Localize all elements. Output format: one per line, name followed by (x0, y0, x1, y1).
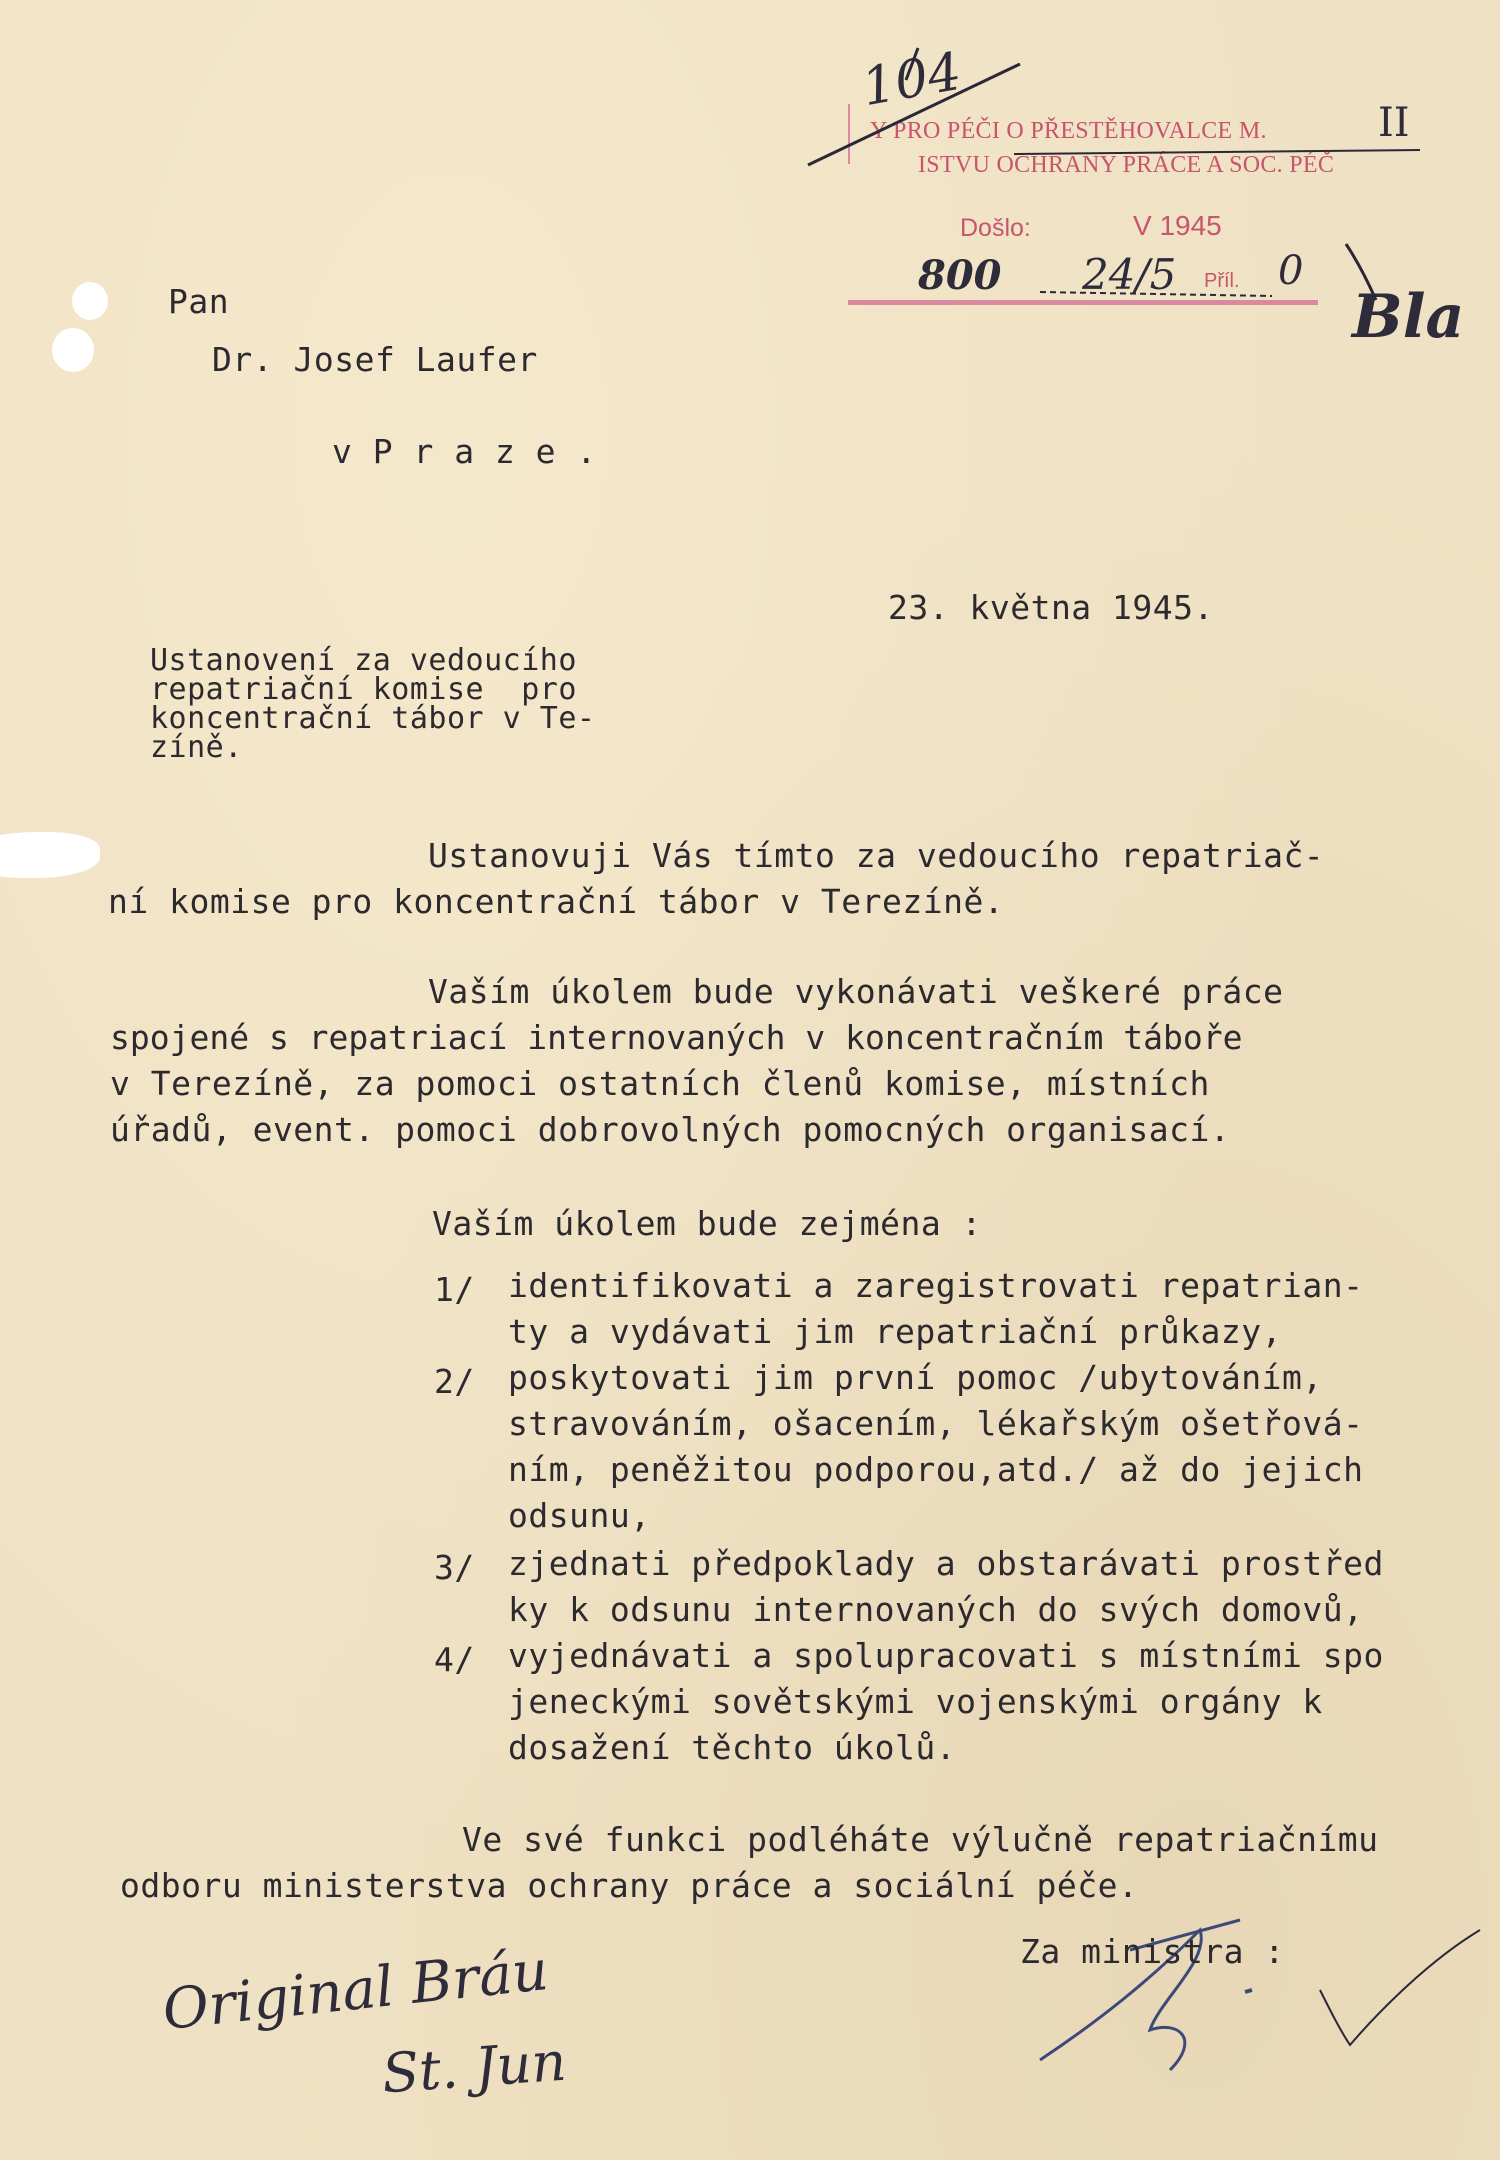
item-4-line-1: vyjednávati a spolupracovati s místními spo (508, 1636, 1384, 1675)
item-2-line-4: odsunu, (508, 1496, 651, 1535)
para2-line-1: Vaším úkolem bude vykonávati veškeré práce (428, 972, 1284, 1011)
salutation: Pan (168, 282, 230, 321)
para3-intro: Vaším úkolem bude zejména : (432, 1204, 982, 1243)
item-4-line-2: jeneckými sovětskými vojenskými orgány k (508, 1682, 1323, 1721)
item-2-line-1: poskytovati jim první pomoc /ubytováním, (508, 1358, 1323, 1397)
item-1-line-1: identifikovati a zaregistrovati repatrian- (508, 1266, 1364, 1305)
handwritten-note-signature: St. Jun (380, 2029, 569, 2106)
handwritten-initials: Bla (1352, 282, 1465, 352)
addressee-name: Dr. Josef Laufer (212, 340, 538, 379)
signature-label: Za ministra : (1020, 1932, 1285, 1971)
subject-line-4: zíně. (150, 730, 243, 765)
handwritten-roman-numeral: II (1378, 100, 1410, 146)
handwritten-registration-number: 800 (918, 252, 1002, 299)
handwritten-file-number: 104 (857, 41, 966, 119)
para1-line-1: Ustanovuji Vás tímto za vedoucího repatriač- (428, 836, 1325, 875)
para2-line-4: úřadů, event. pomoci dobrovolných pomocných organisací. (110, 1110, 1231, 1149)
addressee-city: v P r a z e . (332, 432, 597, 471)
item-4-line-3: dosažení těchto úkolů. (508, 1728, 957, 1767)
item-3-line-2: ky k odsunu internovaných do svých domovů, (508, 1590, 1364, 1629)
para1-line-2: ní komise pro koncentrační tábor v Terezíně. (108, 882, 1005, 921)
closing-line-2: odboru ministerstva ochrany práce a sociální péče. (120, 1866, 1139, 1905)
stamp-office-line-2: ISTVU OCHRANY PRÁCE A SOC. PÉČ (918, 152, 1335, 178)
item-1-number: 1/ (434, 1270, 475, 1309)
subject-line-1: Ustanovení za vedoucího (150, 643, 577, 678)
item-3-line-1: zjednati předpoklady a obstarávati prostřed (508, 1544, 1384, 1583)
item-2-number: 2/ (434, 1362, 475, 1401)
handwritten-registration-date: 24/5 (1082, 250, 1177, 299)
item-4-number: 4/ (434, 1640, 475, 1679)
closing-line-1: Ve své funkci podléháte výlučně repatriačnímu (462, 1820, 1379, 1859)
subject-line-2: repatriační komise pro (150, 672, 577, 707)
stamp-office-line-1: Y PRO PÉČI O PŘESTĚHOVALCE M. (870, 118, 1267, 144)
handwritten-note-original: Original Bráu (159, 1937, 552, 2044)
subject-line-3: koncentrační tábor v Te- (150, 701, 596, 736)
para2-line-2: spojené s repatriací internovaných v koncentračním táboře (110, 1018, 1243, 1057)
item-1-line-2: ty a vydávati jim repatriační průkazy, (508, 1312, 1282, 1351)
handwritten-attachment-count: 0 (1278, 248, 1304, 294)
letter-date: 23. května 1945. (888, 588, 1214, 627)
item-3-number: 3/ (434, 1548, 475, 1587)
para2-line-3: v Terezíně, za pomoci ostatních členů komise, místních (110, 1064, 1210, 1103)
item-2-line-2: stravováním, ošacením, lékařským ošetřová- (508, 1404, 1364, 1443)
item-2-line-3: ním, peněžitou podporou,atd./ až do jejich (508, 1450, 1364, 1489)
stamp-doslo-date: V 1945 (1133, 210, 1222, 241)
stamp-pril-label: Příl. (1204, 270, 1240, 292)
stamp-doslo-label: Došlo: (960, 214, 1031, 242)
